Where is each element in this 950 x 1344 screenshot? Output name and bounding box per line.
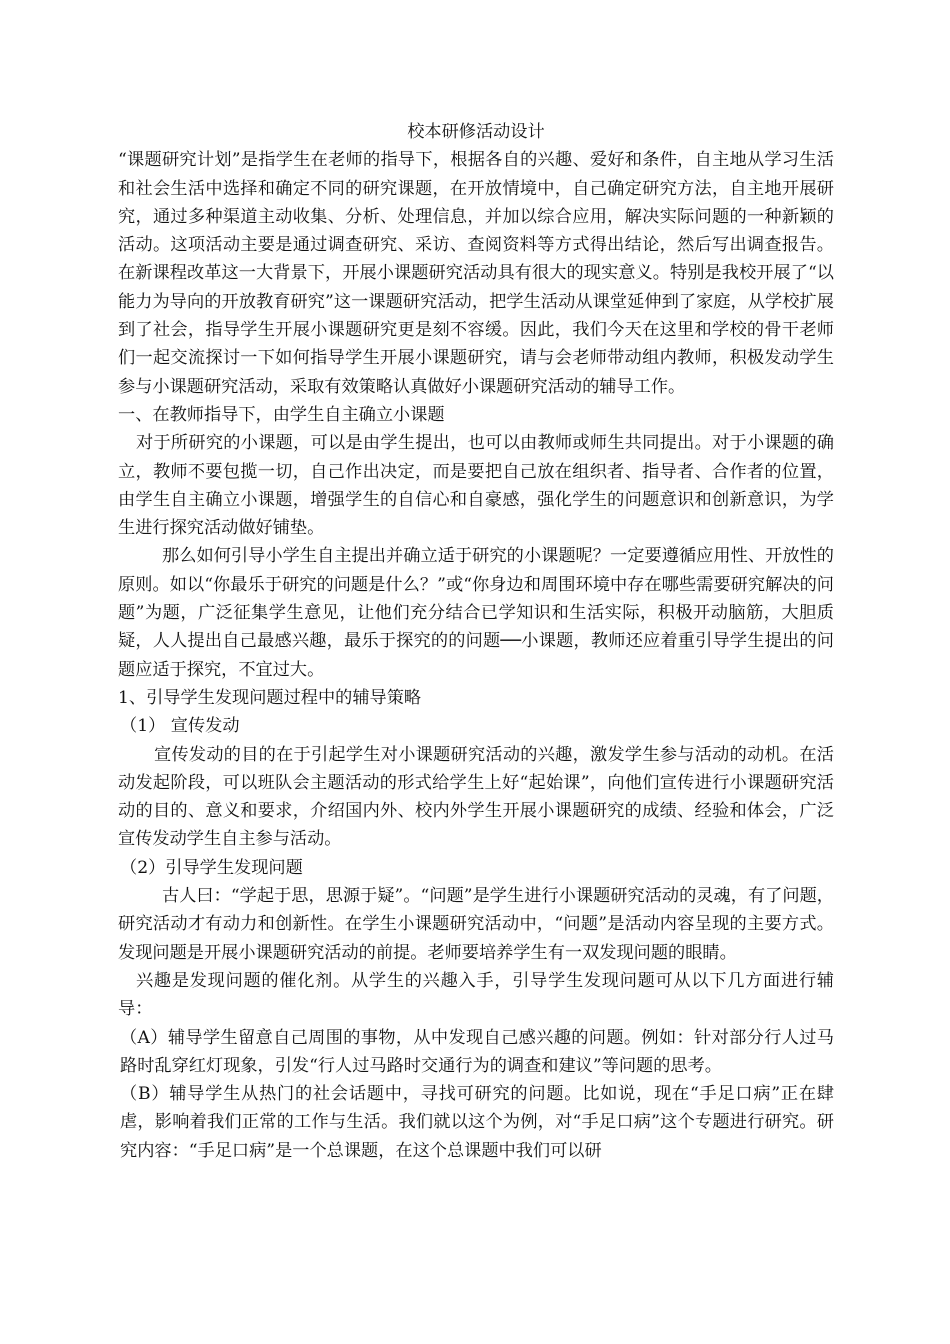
list-item-b: （B）辅导学生从热门的社会话题中，寻找可研究的问题。比如说，现在“手足口病”正在肆虐，影响着我们正常的工作与生活。我们就以这个为例，对“手足口病”这个专题进行研究。研究内容：“手足口病”是一个总课题，在这个总课题中我们可以研: [120, 1084, 834, 1161]
body-paragraph: 古人曰：“学起于思，思源于疑”。“问题”是学生进行小课题研究活动的灵魂，有了问题，研究活动才有动力和创新性。在学生小课题研究活动中，“问题”是活动内容呈现的主要方式。发现问题是开展小课题研究活动的前提。老师要培养学生有一双发现问题的眼睛。: [118, 886, 834, 963]
subsection-heading-1: 1、引导学生发现问题过程中的辅导策略: [118, 687, 422, 708]
intro-paragraph: “课题研究计划”是指学生在老师的指导下，根据各自的兴趣、爱好和条件，自主地从学习生活和社会生活中选择和确定不同的研究课题，在开放情境中，自己确定研究方法，自主地开展研究，通过多种渠道主动收集、分析、处理信息，并加以综合应用，解决实际问题的一种新颖的活动。这项活动主要是通过调查研究、采访、查阅资料等方式得出结论，然后写出调查报告。在新课程改革这一大背景下，开展小课题研究活动具有很大的现实意义。特别是我校开展了“以能力为导向的开放教育研究”这一课题研究活动，把学生活动从课堂延伸到了家庭，从学校扩展到了社会，指导学生开展小课题研究更是刻不容缓。因此，我们今天在这里和学校的骨干老师们一起交流探讨一下如何指导学生开展小课题研究，请与会老师带动组内教师，积极发动学生参与小课题研究活动，采取有效策略认真做好小课题研究活动的辅导工作。: [118, 150, 834, 397]
list-item-a: （A）辅导学生留意自己周围的事物，从中发现自己感兴趣的问题。例如：针对部分行人过马路时乱穿红灯现象，引发“行人过马路时交通行为的调查和建议”等问题的思考。: [120, 1027, 834, 1076]
section-heading-1: 一、在教师指导下，由学生自主确立小课题: [118, 404, 445, 425]
document-title: 校本研修活动设计: [407, 122, 545, 142]
body-paragraph: 兴趣是发现问题的催化剂。从学生的兴趣入手，引导学生发现问题可从以下几方面进行辅导：: [118, 970, 834, 1020]
item-heading-2: （2）引导学生发现问题: [120, 857, 303, 878]
body-paragraph: 那么如何引导小学生自主提出并确立适于研究的小课题呢？一定要遵循应用性、开放性的原则。如以“你最乐于研究的问题是什么？”或“你身边和周围环境中存在哪些需要研究解决的问题”为题，广泛征集学生意见，让他们充分结合已学知识和生活实际，积极开动脑筋，大胆质疑，人人提出自己最感兴趣，最乐于探究的的问题──小课题，教师还应着重引导学生提出的问题应适于探究，不宜过大。: [118, 546, 834, 680]
document-body: [118, 118, 834, 1165]
body-paragraph: 宣传发动的目的在于引起学生对小课题研究活动的兴趣，激发学生参与活动的动机。在活动发起阶段，可以班队会主题活动的形式给学生上好“起始课”，向他们宣传进行小课题研究活动的目的、意义和要求，介绍国内外、校内外学生开展小课题研究的成绩、经验和体会，广泛宣传发动学生自主参与活动。: [118, 744, 834, 850]
body-paragraph: 对于所研究的小课题，可以是由学生提出，也可以由教师或师生共同提出。对于小课题的确立，教师不要包揽一切，自己作出决定，而是要把自己放在组织者、指导者、合作者的位置，由学生自主确立小课题，增强学生的自信心和自豪感，强化学生的问题意识和创新意识，为学生进行探究活动做好铺垫。: [118, 433, 834, 539]
item-heading-1: （1） 宣传发动: [120, 716, 240, 737]
